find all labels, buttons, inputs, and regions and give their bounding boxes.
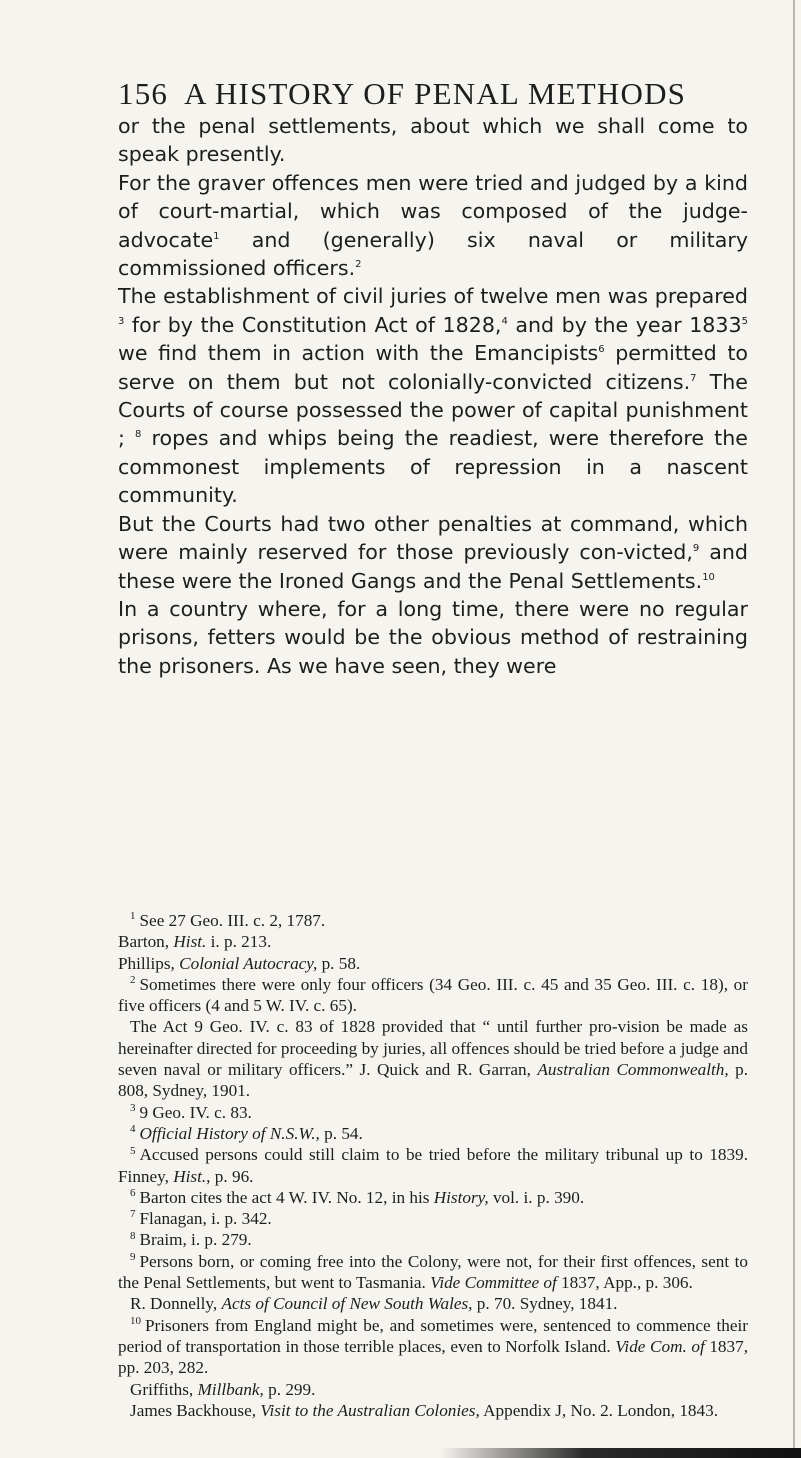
paragraph: The establishment of civil juries of twelve men was prepared $^3$ for by the Constitution Act of 1828,$^4$ and by the year 1833$^5$ we find them in action with the Emancipists$^6$ permitted to serve on them but not colonially-convicted citizens.$^7$ The Courts of course possessed the power of capital punishment ; $^8$ ropes and whips being the readiest, were therefore the commonest implements of repression in a nascent community. xyxy=(118,284,748,508)
footnote-8: $^8$ Braim, i. p. 279. xyxy=(130,1229,252,1250)
footnote-ref[interactable]: 2 xyxy=(355,259,362,271)
running-head xyxy=(118,76,686,112)
footnotes xyxy=(118,910,748,1421)
paragraph: or the penal settlements, about which we shall come to speak presently. xyxy=(118,114,748,167)
footnote-5: $^5$ Accused persons could still claim to be tried before the military tribunal up to 1839. Finney, Hist., p. 96. xyxy=(118,1144,748,1186)
paragraph: For the graver offences men were tried and judged by a kind of court-martial, which was composed of the judge-advocate$^1$ and (generally) six naval or military commissioned officers.$^2$ xyxy=(118,170,748,281)
footnote-1: $^1$ See 27 Geo. III. c. 2, 1787. xyxy=(130,910,326,930)
main-text xyxy=(118,112,748,680)
footnote-10-cont: Griffiths, Millbank, p. 299. xyxy=(130,1379,316,1399)
page-bottom-shadow xyxy=(440,1448,801,1458)
footnote-1-line: Phillips, Colonial Autocracy, p. 58. xyxy=(118,953,361,973)
footnote-ref[interactable]: 3 xyxy=(118,315,125,327)
paragraph: In a country where, for a long time, there were no regular prisons, fetters would be the obvious method of restraining the prisoners. As we have seen, they were xyxy=(118,596,748,678)
footnote-2-cont: The Act 9 Geo. IV. c. 83 of 1828 provided that “ until further pro-vision be made as hereinafter directed for proceeding by juries, all offences should be tried before a judge and seven naval or military officers.” J. Quick and R. Garran, Australian Commonwealth, p. 808, Sydney, 1901. xyxy=(118,1017,749,1101)
footnote-7: $^7$ Flanagan, i. p. 342. xyxy=(130,1208,272,1229)
footnote-ref[interactable]: 10 xyxy=(702,571,715,583)
footnote-1-line: Barton, Hist. i. p. 213. xyxy=(118,932,272,952)
footnote-ref[interactable]: 6 xyxy=(598,344,605,356)
page-edge-line xyxy=(793,0,795,1458)
footnote-ref[interactable]: 9 xyxy=(692,543,700,555)
footnote-ref[interactable]: 4 xyxy=(501,315,508,327)
footnote-9-cont: R. Donnelly, Acts of Council of New South Wales, p. 70. Sydney, 1841. xyxy=(130,1294,618,1314)
footnote-10-cont: James Backhouse, Visit to the Australian Colonies, Appendix J, No. 2. London, 1843. xyxy=(130,1400,719,1420)
footnote-3: $^3$ 9 Geo. IV. c. 83. xyxy=(130,1101,252,1122)
running-title: A HISTORY OF PENAL METHODS xyxy=(184,76,687,111)
footnote-4: $^4$ Official History of N.S.W., p. 54. xyxy=(130,1123,363,1143)
footnote-6: $^6$ Barton cites the act 4 W. IV. No. 12, in his History, vol. i. p. 390. xyxy=(130,1187,585,1207)
footnote-2: $^2$ Sometimes there were only four officers (34 Geo. III. c. 45 and 35 Geo. III. c. 18), or five officers (4 and 5 W. IV. c. 65). xyxy=(118,974,748,1016)
footnote-10: $^{10}$ Prisoners from England might be, and sometimes were, sentenced to commence their period of transportation in those terrible places, even to Norfolk Island. Vide Com. of 1837, pp. 203, 282. xyxy=(118,1314,749,1378)
footnote-ref[interactable]: 7 xyxy=(690,372,697,384)
footnote-ref[interactable]: 5 xyxy=(741,315,748,327)
paragraph: But the Courts had two other penalties at command, which were mainly reserved for those previously con-victed,$^9$ and these were the Ironed Gangs and the Penal Settlements.$^{10}$ xyxy=(118,511,748,593)
footnote-ref[interactable]: 1 xyxy=(213,230,220,242)
page-number: 156 xyxy=(118,76,169,111)
footnote-ref[interactable]: 8 xyxy=(135,429,142,441)
footnote-9: $^9$ Persons born, or coming free into the Colony, were not, for their first offences, sent to the Penal Settlements, but went to Tasmania. Vide Committee of 1837, App., p. 306. xyxy=(118,1251,748,1293)
